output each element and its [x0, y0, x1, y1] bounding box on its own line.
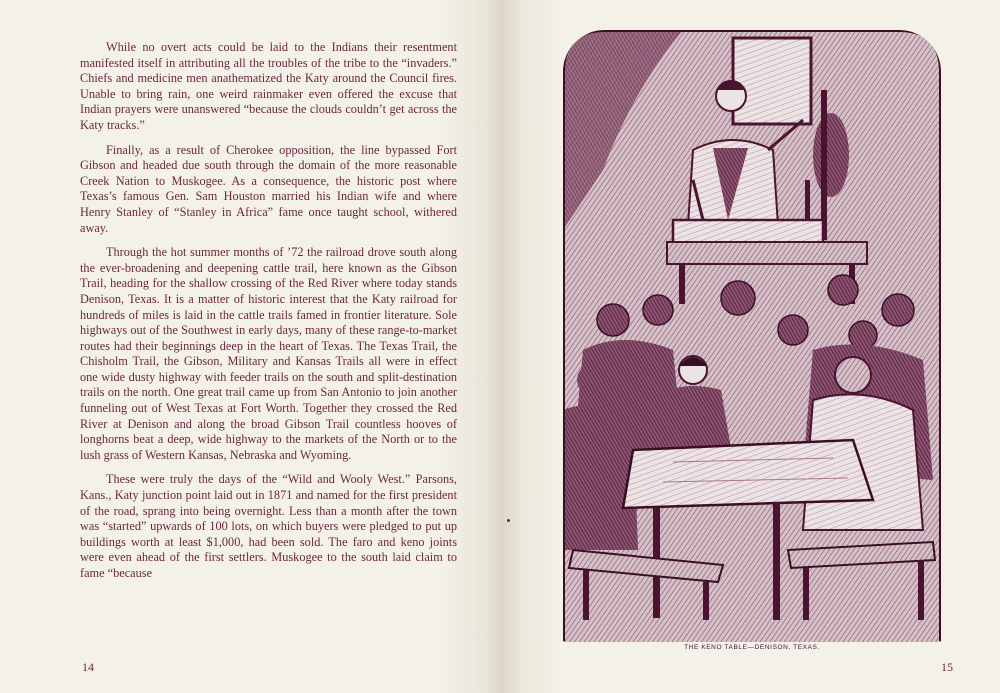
paragraph-4: These were truly the days of the “Wild and Wooly West.” Parsons, Kans., Katy junction point laid out in 1871 and named for the first president of the road, sprang into being overnight. Less than a month after the town was “started” upwards of 100 lots, on which buyers were pledged to put up buildings worth at least $1,000, had been sold. The faro and keno joints were even ahead of the first settlers. Muskogee to the south laid claim to fame “because — [80, 472, 457, 580]
paragraph-2: Finally, as a result of Cherokee opposition, the line bypassed Fort Gibson and headed due south through the domain of the more reasonable Creek Nation to Muskogee. As a consequence, the historic post where Texas’s famous Gen. Sam Houston married his Indian wife and where Henry Stanley of “Stanley in Africa” fame once taught school, withered away. — [80, 142, 457, 235]
paragraph-3: Through the hot summer months of ’72 the railroad drove south along the ever-broadening and deepening cattle trail, here known as the Gibson Trail, heading for the shallow crossing of the Red River where today stands Denison, Texas. It is a matter of historic interest that the Katy railroad for hundreds of miles is laid in the cattle trails famed in frontier literature. Sole highways out of the Southwest in early days, many of these range-to-market routes had their beginnings deep in the heart of Texas. The Texas Trail, the Chisholm Trail, the Gibson, Military and Kansas Trails all were in effect one wide dusty highway with feeder trails on the south and split-destination trails on the north. One great trail came up from San Antonio to join another funneling out of West Texas at Fort Worth. Together they crossed the Red River at Denison and along the broad Gibson Trail countless hooves of longhorns beat a deep, wide highway to the markets of the North or to the lush grass of Western Kansas, Nebraska and Wyoming. — [80, 245, 457, 462]
keno-table-illustration — [563, 30, 941, 642]
paragraph-1: While no overt acts could be laid to the Indians their resentment manifested itself in attributing all the troubles of the tribe to the “invaders.” Chiefs and medicine men anathematized the Katy around the Council fires. Unable to bring rain, one weird rainmaker even offered the excuse that Indian prayers were unanswered “because the clouds couldn’t get across the Katy tracks.” — [80, 40, 457, 132]
gutter-mark — [507, 519, 510, 522]
page-number-left: 14 — [82, 660, 94, 674]
illustration-caption: THE KENO TABLE—DENISON, TEXAS. — [684, 644, 820, 651]
body-text — [80, 40, 457, 591]
engraving-svg — [563, 30, 941, 642]
page-number-right: 15 — [941, 660, 953, 674]
